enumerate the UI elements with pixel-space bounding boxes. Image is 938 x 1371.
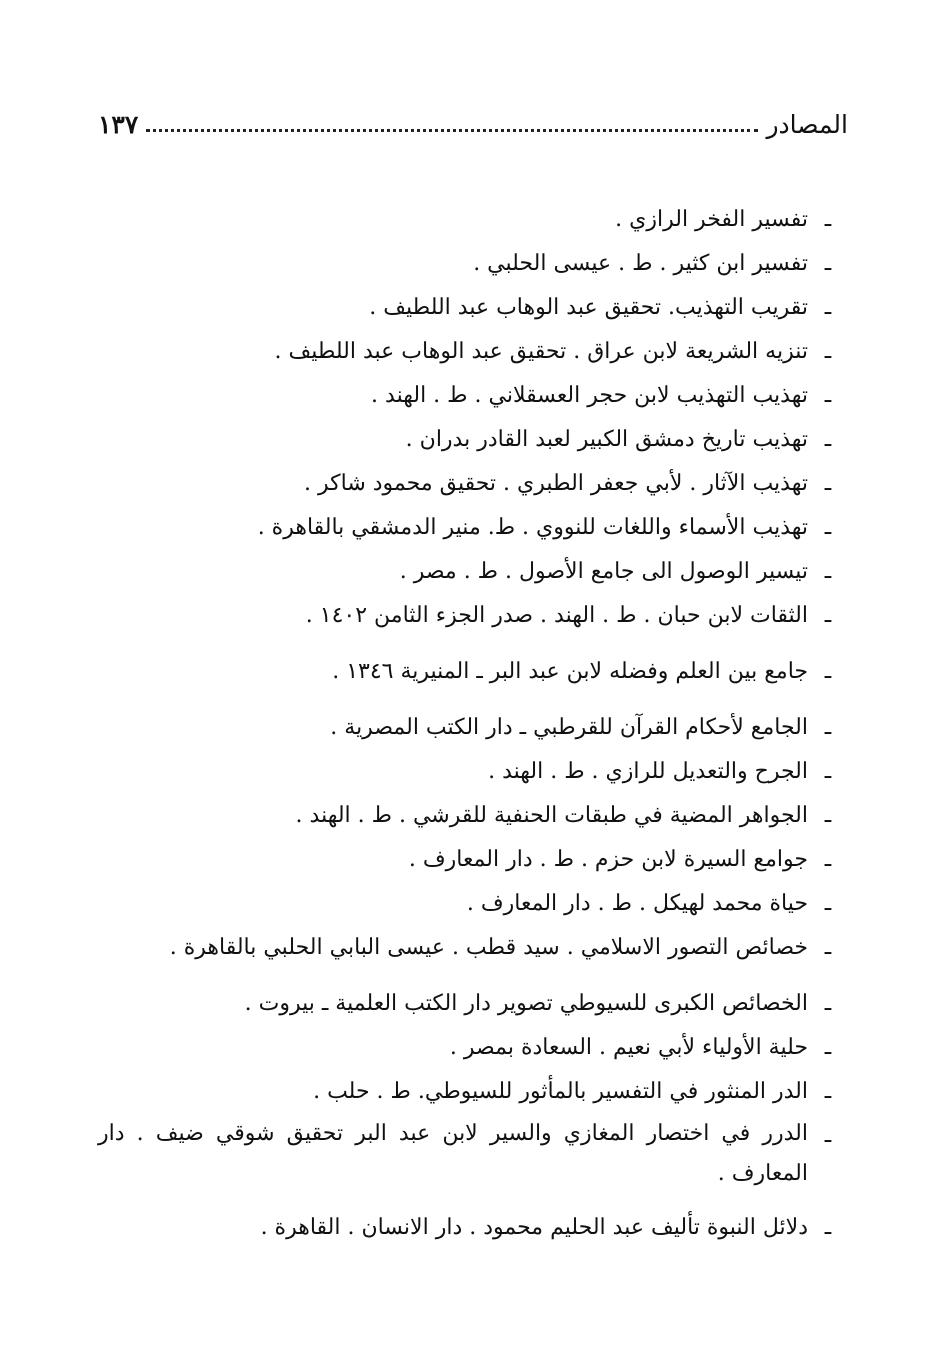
- bibliography-entry: [98, 706, 838, 750]
- entry-dash: ـ: [824, 559, 832, 584]
- entry-dash: ـ: [824, 715, 832, 740]
- entry-dash: ـ: [824, 991, 832, 1016]
- entry-text: تنزيه الشريعة لابن عراق . تحقيق عبد الوهاب عبد اللطيف .: [274, 339, 808, 364]
- entry-text: تقريب التهذيب. تحقيق عبد الوهاب عبد اللطيف .: [369, 295, 808, 320]
- bibliography-entry: [98, 550, 838, 594]
- entry-text: جوامع السيرة لابن حزم . ط . دار المعارف .: [408, 847, 808, 872]
- entry-dash: ـ: [824, 383, 832, 408]
- entry-text: دلائل النبوة تأليف عبد الحليم محمود . دار الانسان . القاهرة .: [260, 1215, 808, 1240]
- bibliography-entry: [98, 418, 838, 462]
- entry-text: الدر المنثور في التفسير بالمأثور للسيوطي. ط . حلب .: [313, 1079, 808, 1104]
- bibliography-entry: [98, 650, 838, 694]
- bibliography-entry: [98, 1070, 838, 1114]
- leader-dots: [146, 129, 758, 132]
- entry-dash: ـ: [824, 295, 832, 320]
- entry-text: الدرر في اختصار المغازي والسير لابن عبد البر تحقيق شوقي ضيف . دار المعارف .: [98, 1121, 808, 1186]
- entry-dash: ـ: [824, 515, 832, 540]
- entry-text: الجامع لأحكام القرآن للقرطبي ـ دار الكتب المصرية .: [330, 715, 808, 740]
- running-head: [98, 104, 848, 144]
- entry-dash: ـ: [824, 935, 832, 960]
- entry-text: تيسير الوصول الى جامع الأصول . ط . مصر .: [399, 559, 808, 584]
- entry-dash: ـ: [824, 207, 832, 232]
- bibliography-entry: [98, 926, 838, 970]
- bibliography-entry: [98, 982, 838, 1026]
- entry-text: تهذيب تاريخ دمشق الكبير لعبد القادر بدران .: [405, 427, 808, 452]
- entry-dash: ـ: [824, 339, 832, 364]
- entry-dash: ـ: [824, 847, 832, 872]
- entry-text: الجرح والتعديل للرازي . ط . الهند .: [488, 759, 808, 784]
- running-head-title: المصادر: [766, 109, 848, 139]
- bibliography-entry: [98, 750, 838, 794]
- entry-text: حلية الأولياء لأبي نعيم . السعادة بمصر .: [449, 1035, 808, 1060]
- entry-dash: ـ: [824, 759, 832, 784]
- entry-text: الثقات لابن حبان . ط . الهند . صدر الجزء الثامن ١٤٠٢ .: [305, 603, 808, 628]
- bibliography-entry: [98, 330, 838, 374]
- entry-text: الخصائص الكبرى للسيوطي تصوير دار الكتب العلمية ـ بيروت .: [244, 991, 808, 1016]
- entry-dash: ـ: [824, 659, 832, 684]
- entry-dash: ـ: [824, 427, 832, 452]
- bibliography-entry: [98, 1206, 838, 1250]
- bibliography-entry: [98, 286, 838, 330]
- entry-dash: ـ: [824, 803, 832, 828]
- entry-text: حياة محمد لهيكل . ط . دار المعارف .: [466, 891, 808, 916]
- entry-text: تفسير الفخر الرازي .: [615, 207, 808, 232]
- entry-text: تهذيب التهذيب لابن حجر العسقلاني . ط . الهند .: [371, 383, 808, 408]
- entry-dash: ـ: [824, 1035, 832, 1060]
- bibliography-entry: [98, 1114, 838, 1194]
- entry-dash: ـ: [824, 603, 832, 628]
- entry-dash: ـ: [824, 251, 832, 276]
- bibliography-entry: [98, 882, 838, 926]
- bibliography-entry: [98, 462, 838, 506]
- bibliography-entry: [98, 838, 838, 882]
- bibliography-entry: [98, 1026, 838, 1070]
- bibliography-entry: [98, 242, 838, 286]
- entry-text: تفسير ابن كثير . ط . عيسى الحلبي .: [473, 251, 808, 276]
- entry-dash: ـ: [824, 891, 832, 916]
- bibliography-entry: [98, 506, 838, 550]
- entry-dash: ـ: [824, 1123, 832, 1148]
- entry-text: تهذيب الآثار . لأبي جعفر الطبري . تحقيق محمود شاكر .: [304, 471, 808, 496]
- entry-text: الجواهر المضية في طبقات الحنفية للقرشي . ط . الهند .: [295, 803, 808, 828]
- entry-dash: ـ: [824, 1079, 832, 1104]
- page-number: ١٣٧: [98, 109, 139, 139]
- entry-text: خصائص التصور الاسلامي . سيد قطب . عيسى البابي الحلبي بالقاهرة .: [169, 935, 808, 960]
- bibliography-entry: [98, 374, 838, 418]
- bibliography-entry: [98, 594, 838, 638]
- entry-text: تهذيب الأسماء واللغات للنووي . ط. منير الدمشقي بالقاهرة .: [257, 515, 808, 540]
- bibliography-entry: [98, 198, 838, 242]
- bibliography-entry: [98, 794, 838, 838]
- bibliography-list: [98, 198, 838, 1250]
- entry-text: جامع بين العلم وفضله لابن عبد البر ـ المنيرية ١٣٤٦ .: [332, 659, 808, 684]
- entry-dash: ـ: [824, 1215, 832, 1240]
- entry-dash: ـ: [824, 471, 832, 496]
